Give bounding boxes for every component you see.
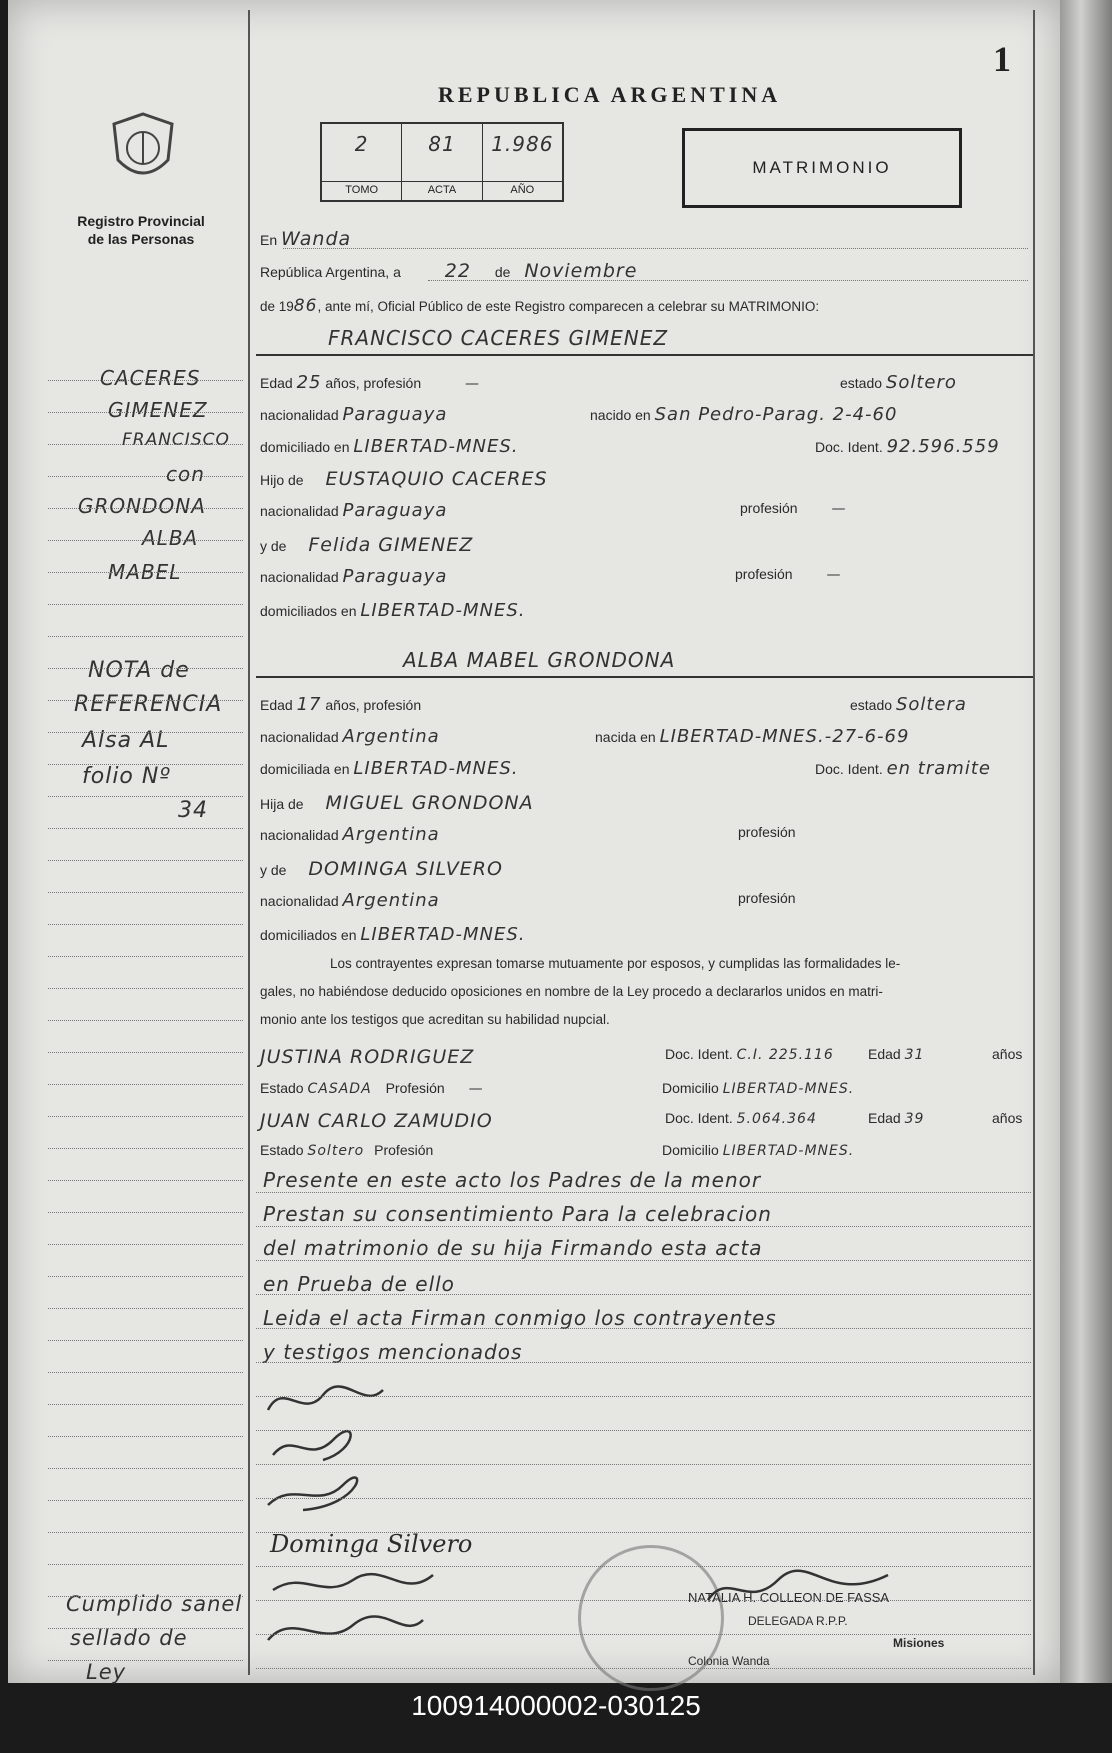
body-ruled-line [256,1464,1031,1465]
witness-2-details-row: Estado Soltero Profesión Domicilio LIBERTAD-MNES. [260,1142,855,1159]
body-ruled-line [256,1498,1031,1499]
margin-name-3: FRANCISCO [122,430,230,450]
margin-ruled-line [48,764,243,765]
groom-mother-row: y de Felida GIMENEZ [260,534,474,556]
margin-bottom-2: sellado de [70,1626,188,1650]
note-line-3: del matrimonio de su hija Firmando esta acta [263,1236,763,1260]
note-line-2: Prestan su consentimiento Para la celebracion [263,1202,772,1226]
margin-ruled-line [48,1308,243,1309]
margin-ruled-line [48,1404,243,1405]
bride-age-row: Edad 17 años, profesión estado Soltera [260,694,967,715]
tomo-cell: 2 TOMO [322,124,402,200]
record-reference-box [320,122,564,202]
margin-ruled-line [48,1116,243,1117]
margin-ruled-line [48,1212,243,1213]
official-title: DELEGADA R.P.P. [748,1614,848,1628]
margin-column [8,0,248,1683]
margin-ref-1: NOTA de [88,658,190,683]
groom-age-row: Edad 25 años, profesión — estado Soltero [260,372,957,393]
page-number: 1 [993,39,1011,79]
body-ruled-line [256,1634,1031,1635]
margin-ruled-line [48,1468,243,1469]
bride-nationality-row: nacionalidad Argentina nacida en LIBERTAD-MNES.-27-6-69 [260,726,910,747]
note-line-5: Leida el acta Firman conmigo los contrayentes [263,1306,777,1330]
bride-parents-address-row: domiciliados en LIBERTAD-MNES. [260,924,526,945]
margin-ruled-line [48,1340,243,1341]
official-name: NATALIA H. COLLEON DE FASSA [688,1590,890,1605]
body-ruled-line [256,1260,1031,1261]
margin-ruled-line [48,700,243,701]
acta-cell: 81 ACTA [402,124,482,200]
groom-father-nationality-row: nacionalidad Paraguaya profesión — [260,500,847,521]
margin-ruled-line [48,1244,243,1245]
margin-ruled-line [48,604,243,605]
official-place: Colonia Wanda [688,1654,770,1668]
margin-ruled-line [48,1596,243,1597]
margin-name-5: GRONDONA [78,494,206,518]
margin-ruled-line [48,732,243,733]
signature-bottom [263,1570,443,1660]
groom-father-row: Hijo de EUSTAQUIO CACERES [260,468,548,490]
margin-bottom-3: Ley [86,1660,127,1684]
body-ruled-line [256,1668,1031,1669]
bride-mother-row: y de DOMINGA SILVERO [260,858,503,880]
right-rule [1033,10,1035,1675]
bride-mother-nationality-row: nacionalidad Argentina profesión [260,890,796,911]
margin-name-2: GIMENEZ [108,398,208,422]
margin-ruled-line [48,892,243,893]
margin-ruled-line [48,1532,243,1533]
margin-name-1: CACERES [100,366,201,390]
margin-ruled-line [48,860,243,861]
margin-ruled-line [48,956,243,957]
margin-ruled-line [48,796,243,797]
groom-mother-nationality-row: nacionalidad Paraguaya profesión — [260,566,842,587]
margin-ruled-line [48,476,243,477]
margin-ruled-line [48,1180,243,1181]
margin-ruled-line [48,1148,243,1149]
margin-ruled-line [48,508,243,509]
witness-1-row: JUSTINA RODRIGUEZ Doc. Ident. C.I. 225.116 Edad 31 años [260,1046,1023,1068]
groom-nationality-row: nacionalidad Paraguaya nacido en San Pedro-Parag. 2-4-60 [260,404,898,425]
groom-parents-address-row: domiciliados en LIBERTAD-MNES. [260,600,526,621]
margin-ref-4: folio Nº [82,764,171,789]
declaration-line-3: monio ante los testigos que acreditan su habilidad nupcial. [260,1012,610,1027]
body-ruled-line [256,1600,1031,1601]
body-ruled-line [256,1362,1031,1363]
body-ruled-line [256,1430,1031,1431]
margin-name-4: con [166,462,205,486]
signature-dominga: Dominga Silvero [270,1530,473,1558]
margin-ruled-line [48,924,243,925]
body-ruled-line [256,1328,1031,1329]
margin-ref-3: Alsa AL [82,728,170,753]
body-ruled-line [256,1566,1031,1567]
margin-ruled-line [48,828,243,829]
bride-father-row: Hija de MIGUEL GRONDONA [260,792,534,814]
document-id: 100914000002-030125 [411,1690,701,1721]
margin-ref-5: 34 [178,798,208,823]
margin-ruled-line [48,1436,243,1437]
margin-ruled-line [48,1628,243,1629]
ano-cell: 1.986 AÑO [483,124,562,200]
margin-name-6: ALBA [142,526,199,550]
official-province: Misiones [893,1636,945,1650]
margin-ruled-line [48,1500,243,1501]
bride-name: ALBA MABEL GRONDONA [403,648,676,672]
note-line-6: y testigos mencionados [263,1340,523,1364]
bride-father-nationality-row: nacionalidad Argentina profesión [260,824,796,845]
margin-ruled-line [48,572,243,573]
margin-ruled-line [48,1660,243,1661]
margin-ruled-line [48,988,243,989]
margin-ruled-line [48,668,243,669]
margin-ruled-line [48,412,243,413]
groom-name: FRANCISCO CACERES GIMENEZ [328,326,669,350]
groom-address-row: domiciliado en LIBERTAD-MNES. Doc. Ident. 92.596.559 [260,436,1000,457]
coat-of-arms-icon [108,110,178,190]
witness-1-details-row: Estado CASADA Profesión — Domicilio LIBERTAD-MNES. [260,1080,855,1097]
witness-2-row: JUAN CARLO ZAMUDIO Doc. Ident. 5.064.364 Edad 39 años [260,1110,1023,1132]
body-ruled-line [256,1226,1031,1227]
margin-ruled-line [48,636,243,637]
country-heading: REPUBLICA ARGENTINA [438,82,782,107]
note-line-1: Presente en este acto los Padres de la menor [263,1168,762,1192]
body-ruled-line [256,1192,1031,1193]
body-ruled-line [256,1532,1031,1533]
note-line-4: en Prueba de ello [263,1272,455,1296]
margin-rule [248,10,250,1675]
margin-ruled-line [48,1084,243,1085]
margin-ruled-line [48,540,243,541]
margin-ruled-line [48,380,243,381]
margin-ruled-line [48,1564,243,1565]
declaration-line-2: gales, no habiéndose deducido oposiciones en nombre de la Ley procedo a declararlos unidos en matri- [260,984,883,999]
signature-scribbles [263,1380,393,1550]
margin-ref-2: REFERENCIA [74,692,223,717]
intro-line-2: República Argentina, a 22 de Noviembre [260,260,638,282]
declaration-line-1: Los contrayentes expresan tomarse mutuamente por esposos, y cumplidas las formalidades le- [330,956,901,971]
bride-address-row: domiciliada en LIBERTAD-MNES. Doc. Ident. en tramite [260,758,991,779]
record-type-box: MATRIMONIO [682,128,962,208]
margin-ruled-line [48,444,243,445]
body-ruled-line [256,1294,1031,1295]
intro-line-1: En Wanda [260,228,352,250]
register-page [8,0,1060,1683]
margin-ruled-line [48,1052,243,1053]
margin-bottom-1: Cumplido sanel [66,1592,243,1616]
registry-name: Registro Provincial de las Personas [77,213,205,247]
margin-name-7: MABEL [108,560,182,584]
body-ruled-line [256,1396,1031,1397]
binding-spine [1060,0,1112,1683]
intro-line-3: de 1986, ante mí, Oficial Público de este Registro comparecen a celebrar su MATRIMONIO: [260,296,820,316]
margin-ruled-line [48,1372,243,1373]
margin-ruled-line [48,1276,243,1277]
margin-ruled-line [48,1020,243,1021]
